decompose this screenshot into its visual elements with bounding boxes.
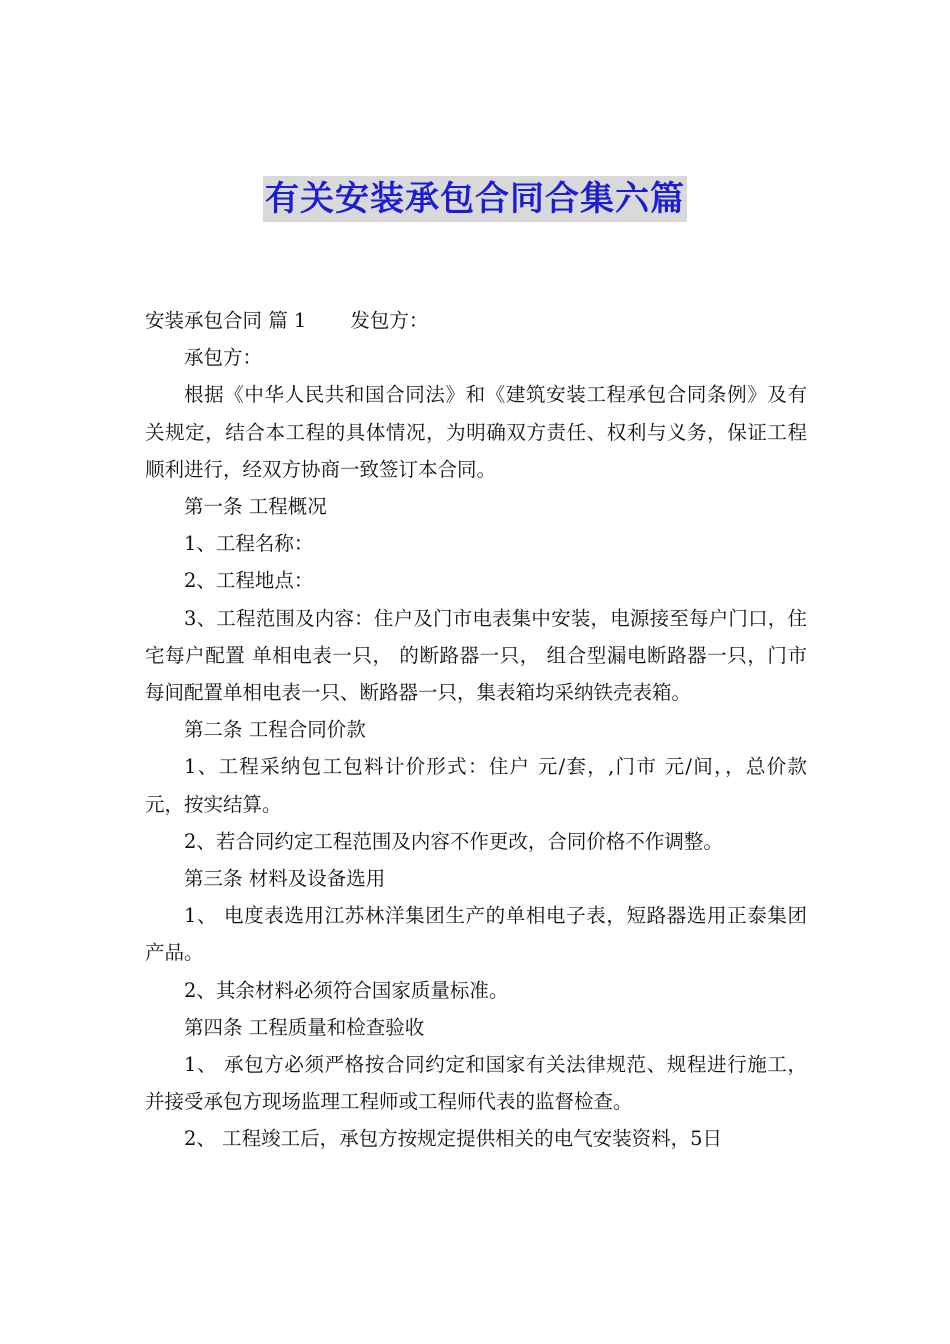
paragraph-13: 第四条 工程质量和检查验收 xyxy=(184,1015,425,1039)
paragraph-7: 第二条 工程合同价款 xyxy=(184,718,366,742)
paragraph-12: 2、其余材料必须符合国家质量标准。 xyxy=(184,978,509,1002)
paragraph-9: 2、若合同约定工程范围及内容不作更改，合同价格不作调整。 xyxy=(184,829,723,853)
paragraph-8: 1、工程采纳包工包料计价形式：住户 元/套，,门市 元/间，，总价款 元，按实结算。 xyxy=(145,755,807,816)
paragraph-15: 2、 工程竣工后，承包方按规定提供相关的电气安装资料，5日 xyxy=(184,1127,723,1151)
paragraph-2: 根据《中华人民共和国合同法》和《建筑安装工程承包合同条例》及有关规定，结合本工程的具体情况，为明确双方责任、权利与义务，保证工程顺利进行，经双方协商一致签订本合同。 xyxy=(145,383,807,481)
heading-line xyxy=(145,302,807,339)
document-title: 有关安装承包合同合集六篇 xyxy=(263,176,687,222)
document-body xyxy=(145,302,807,1158)
section-heading: 安装承包合同 篇 1 xyxy=(145,309,307,332)
paragraph-1: 承包方： xyxy=(184,346,263,370)
paragraph-14: 1、 承包方必须严格按合同约定和国家有关法律规范、规程进行施工，并接受承包方现场监理工程师或工程师代表的监督检查。 xyxy=(145,1053,807,1114)
paragraph-4: 1、工程名称： xyxy=(184,532,314,556)
paragraph-5: 2、工程地点： xyxy=(184,569,314,593)
paragraph-11: 1、 电度表选用江苏林洋集团生产的单相电子表，短路器选用正泰集团产品。 xyxy=(145,904,807,965)
paragraph-3: 第一条 工程概况 xyxy=(184,495,327,519)
title-wrap xyxy=(0,176,950,222)
paragraph-6: 3、工程范围及内容：住户及门市电表集中安装，电源接至每户门口，住宅每户配置 单相电表一只， 的断路器一只， 组合型漏电断路器一只，门市每间配置单相电表一只、断路器一只，集表箱均采纳铁壳表箱。 xyxy=(145,606,807,705)
paragraph-10: 第三条 材料及设备选用 xyxy=(184,867,386,891)
party-a-label: 发包方： xyxy=(350,309,429,332)
